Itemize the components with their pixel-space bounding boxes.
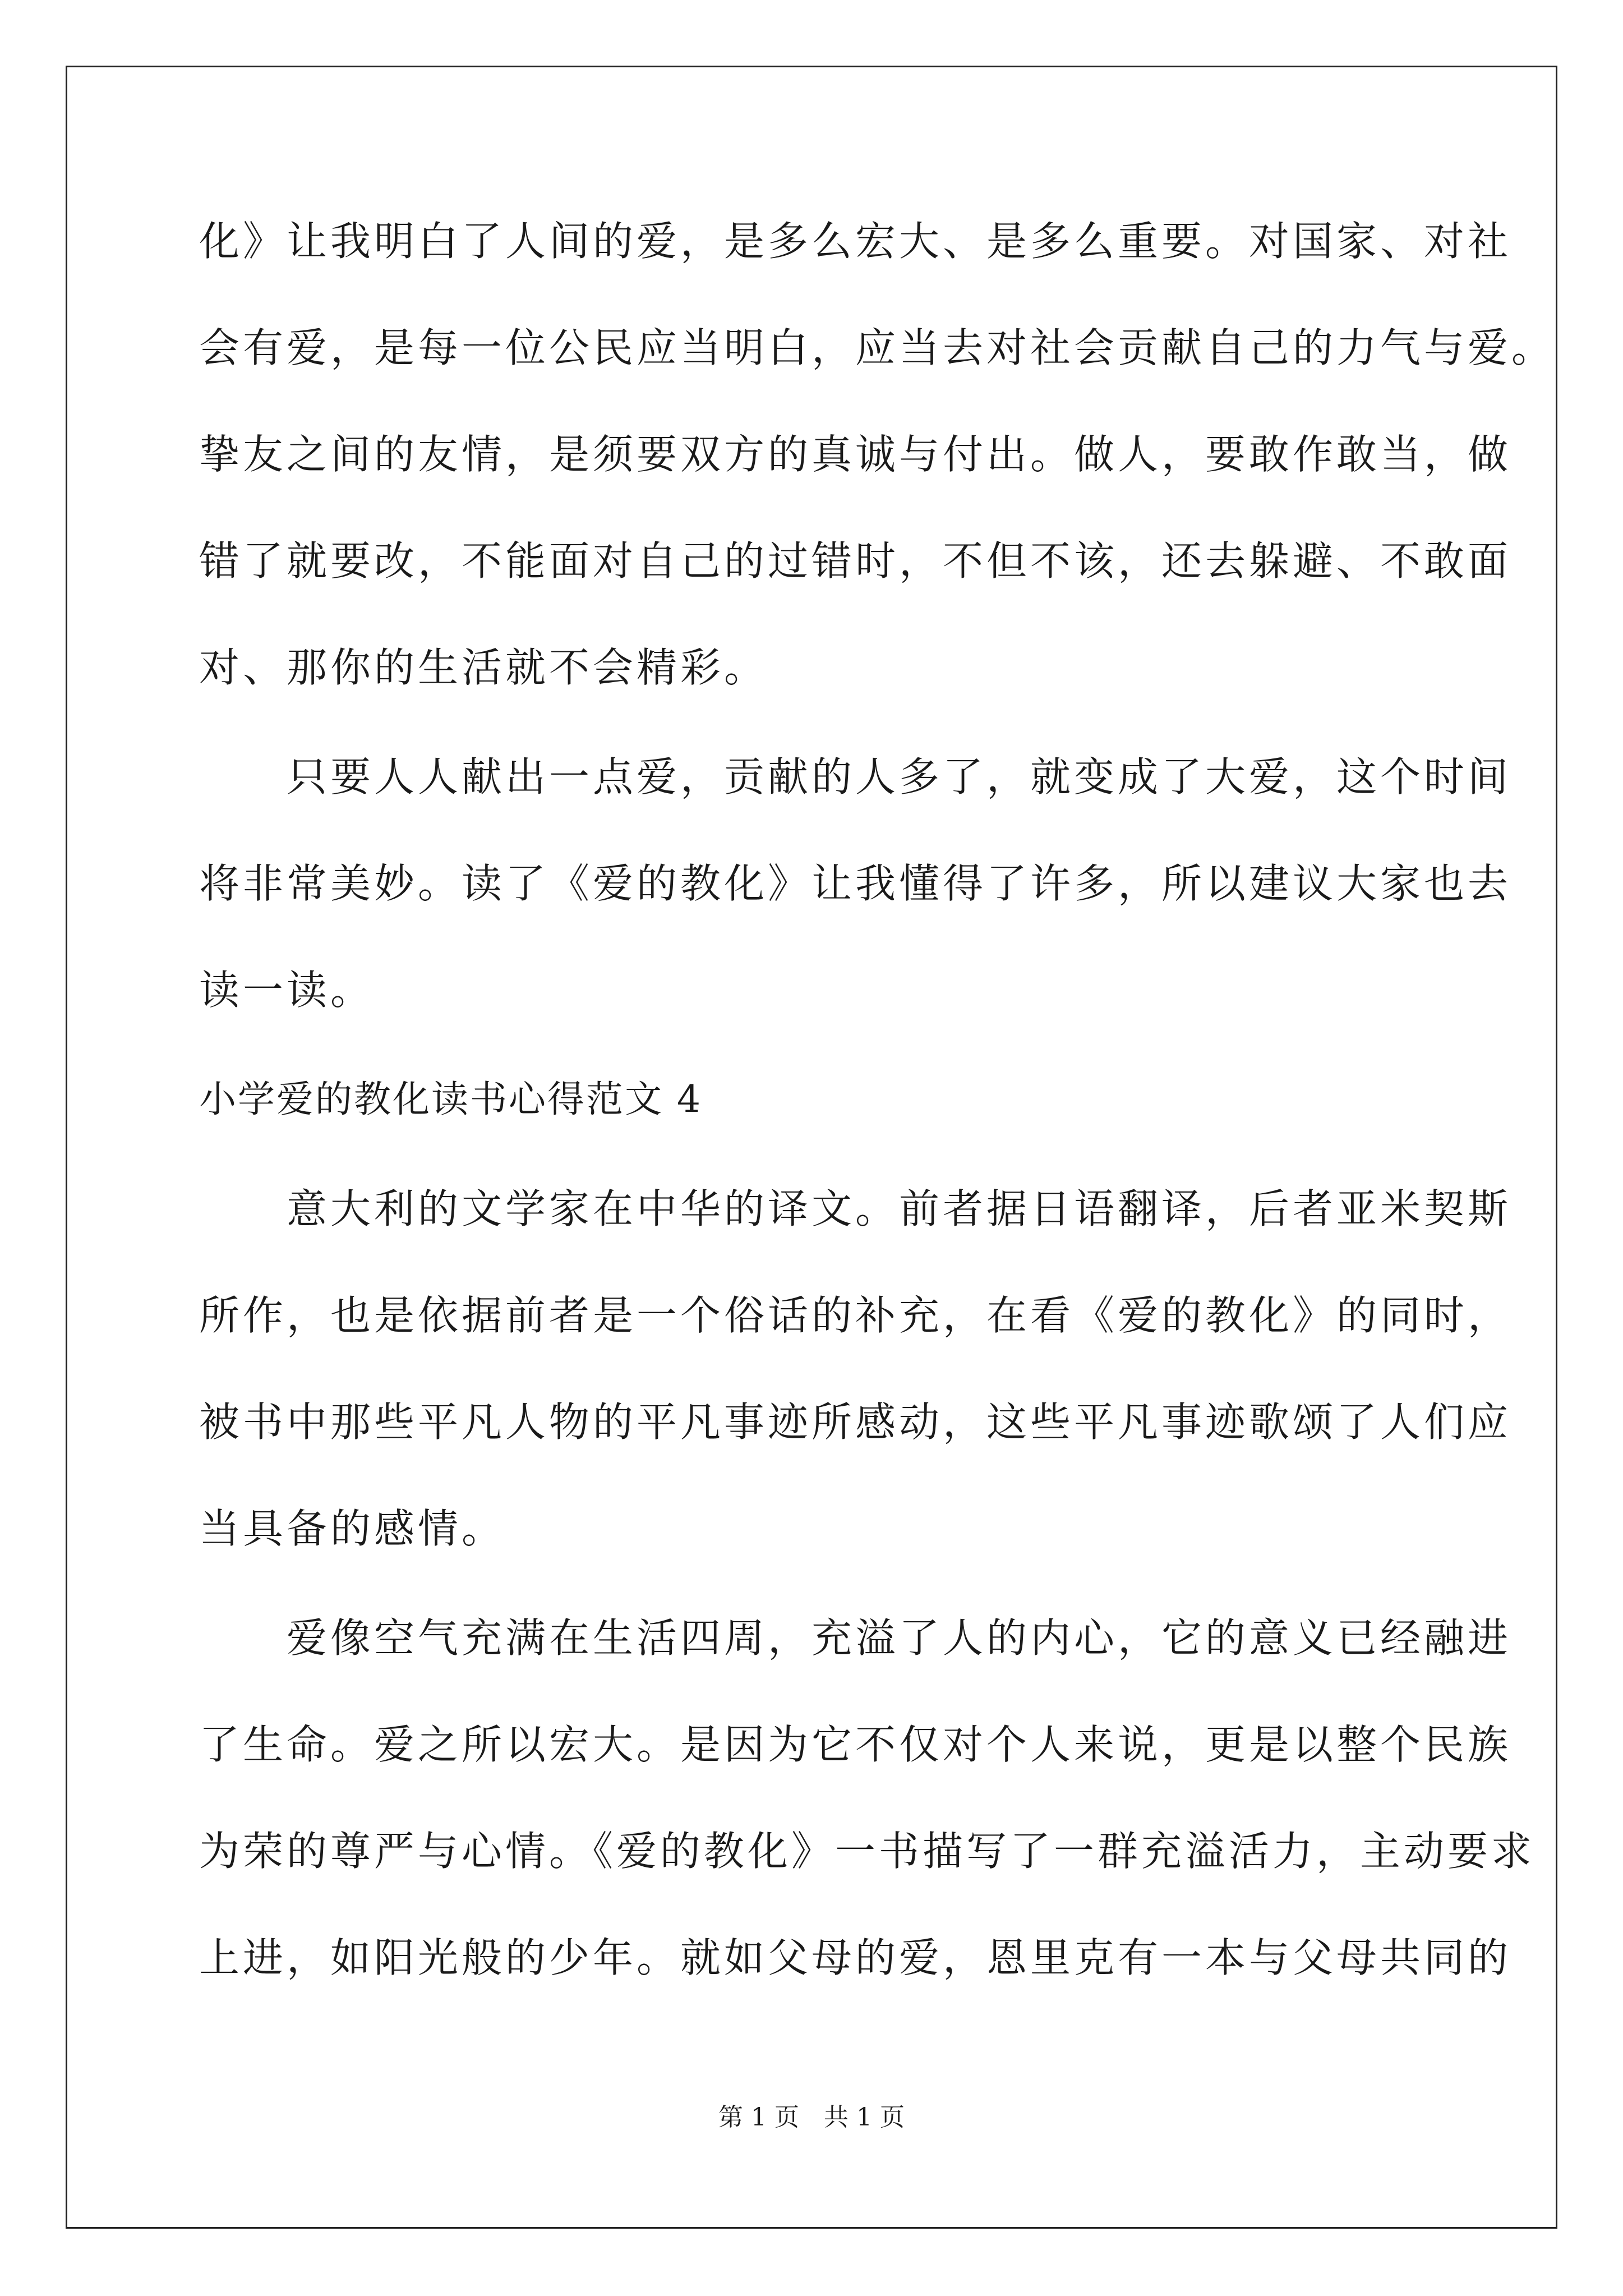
text-line: 上进，如阳光般的少年。就如父母的爱，恩里克有一本与父母共同的 <box>199 1934 1512 1981</box>
text-line: 只要人人献出一点爱，贡献的人多了，就变成了大爱，这个时间 <box>199 753 1512 800</box>
text-line: 为荣的尊严与心情。《爱的教化》一书描写了一群充溢活力，主动要求 <box>199 1828 1536 1875</box>
page-footer: 第 1 页 共 1 页 <box>718 2103 905 2132</box>
text-line: 错了就要改，不能面对自己的过错时，不但不该，还去躲避、不敢面 <box>199 537 1512 585</box>
text-line: 爱像空气充满在生活四周，充溢了人的内心，它的意义已经融进 <box>199 1614 1512 1662</box>
text-line: 意大利的文学家在中华的译文。前者据日语翻译，后者亚米契斯 <box>199 1185 1512 1232</box>
text-line: 会有爱，是每一位公民应当明白，应当去对社会贡献自己的力气与爱。 <box>199 324 1556 371</box>
text-line: 对、那你的生活就不会精彩。 <box>199 644 768 691</box>
text-line: 所作，也是依据前者是一个俗话的补充，在看《爱的教化》的同时， <box>199 1292 1512 1339</box>
page-border <box>66 66 1557 2229</box>
text-line: 当具备的感情。 <box>199 1505 506 1552</box>
section-heading: 小学爱的教化读书心得范文 4 <box>199 1078 702 1121</box>
text-line: 挚友之间的友情，是须要双方的真诚与付出。做人，要敢作敢当，做 <box>199 431 1512 478</box>
text-line: 读一读。 <box>199 967 375 1014</box>
text-line: 化》让我明白了人间的爱，是多么宏大、是多么重要。对国家、对社 <box>199 218 1512 265</box>
text-line: 被书中那些平凡人物的平凡事迹所感动，这些平凡事迹歌颂了人们应 <box>199 1398 1512 1446</box>
text-line: 将非常美妙。读了《爱的教化》让我懂得了许多，所以建议大家也去 <box>199 860 1512 907</box>
text-line: 了生命。爱之所以宏大。是因为它不仅对个人来说，更是以整个民族 <box>199 1721 1512 1768</box>
